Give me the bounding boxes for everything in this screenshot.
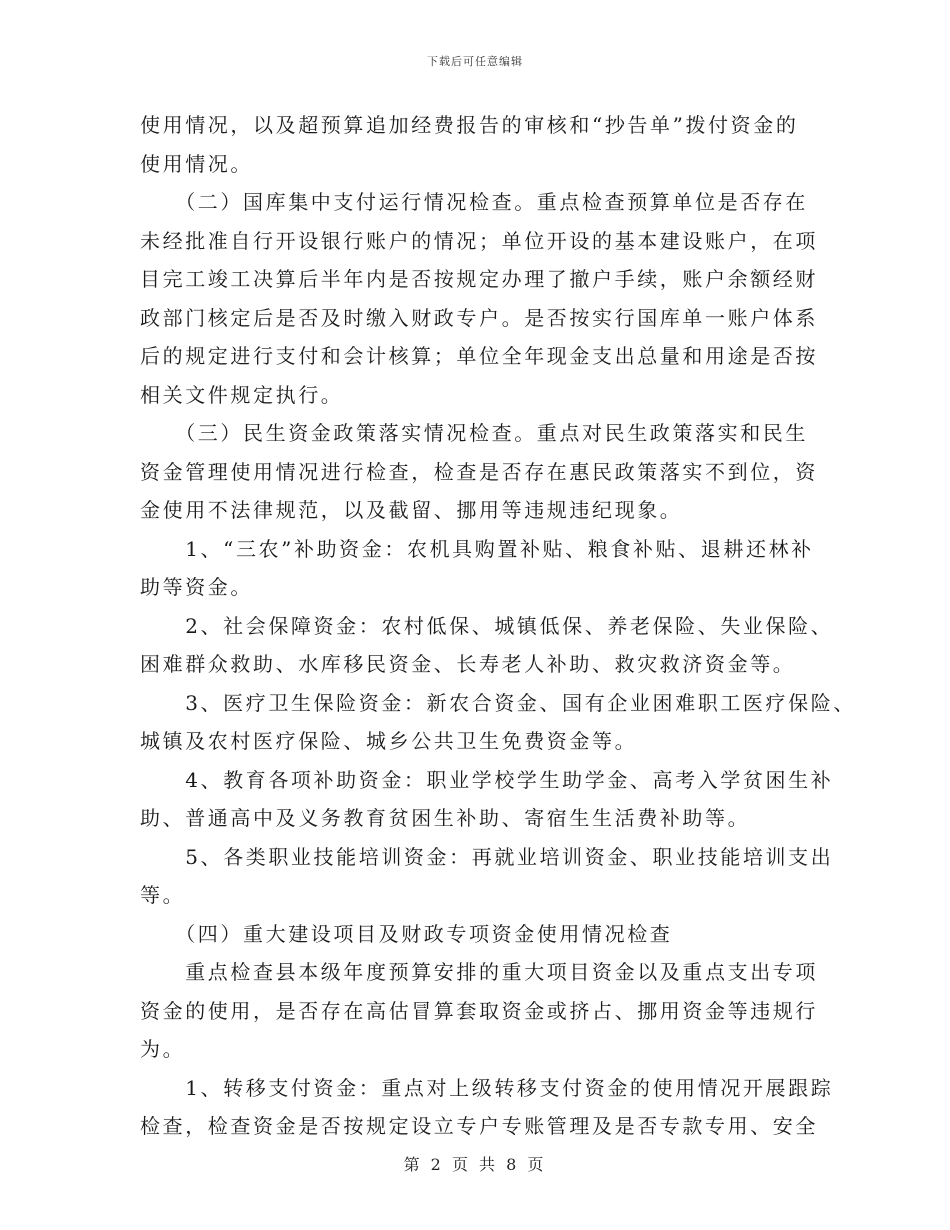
text-line: 助、普通高中及义务教育贫困生补助、寄宿生生活费补助等。 bbox=[140, 806, 751, 830]
text-line: 使用情况。 bbox=[140, 151, 253, 176]
text-line: 相关文件规定执行。 bbox=[140, 382, 344, 407]
text-line: 城镇及农村医疗保险、城乡公共卫生免费资金等。 bbox=[140, 729, 638, 753]
text-line: （三）民生资金政策落实情况检查。重点对民生政策落实和民生 bbox=[140, 421, 808, 445]
text-line: 未经批准自行开设银行账户的情况；单位开设的基本建设账户，在项 bbox=[140, 228, 818, 253]
text-line: 金使用不法律规范，以及截留、挪用等违规违纪现象。 bbox=[140, 498, 683, 522]
page-header-note: 下载后可任意编辑 bbox=[427, 55, 523, 68]
text-line: 助等资金。 bbox=[140, 575, 253, 599]
text-line: 为。 bbox=[140, 1037, 186, 1061]
text-line: （四）重大建设项目及财政专项资金使用情况检查 bbox=[140, 921, 673, 946]
text-line: 1、转移支付资金：重点对上级转移支付资金的使用情况开展跟踪 bbox=[140, 1075, 834, 1100]
text-line: 检查，检查资金是否按规定设立专户专账管理及是否专款专用、安全 bbox=[140, 1114, 818, 1138]
text-line: 资金的使用，是否存在高估冒算套取资金或挤占、挪用资金等违规行 bbox=[140, 998, 818, 1023]
text-line: 使用情况，以及超预算追加经费报告的审核和“抄告单”拨付资金的 bbox=[140, 113, 799, 137]
document-body bbox=[140, 106, 856, 1146]
text-line: 5、各类职业技能培训资金：再就业培训资金、职业技能培训支出 bbox=[140, 844, 834, 869]
text-line: 2、社会保障资金：农村低保、城镇低保、养老保险、失业保险、 bbox=[140, 613, 834, 638]
text-line: 等。 bbox=[140, 883, 186, 907]
text-line: （二）国库集中支付运行情况检查。重点检查预算单位是否存在 bbox=[140, 190, 808, 214]
text-line: 1、“三农”补助资金：农机具购置补贴、粮食补贴、退耕还林补 bbox=[140, 536, 814, 561]
text-line: 困难群众救助、水库移民资金、长寿老人补助、救灾救济资金等。 bbox=[140, 652, 796, 676]
text-line: 目完工竣工决算后半年内是否按规定办理了撤户手续，账户余额经财 bbox=[140, 267, 818, 291]
text-line: 重点检查县本级年度预算安排的重大项目资金以及重点支出专项 bbox=[140, 960, 818, 984]
page-number-footer: 第 2 页 共 8 页 bbox=[403, 1155, 547, 1174]
text-line: 资金管理使用情况进行检查，检查是否存在惠民政策落实不到位，资 bbox=[140, 459, 818, 484]
text-line: 4、教育各项补助资金：职业学校学生助学金、高考入学贫困生补 bbox=[140, 767, 834, 792]
text-line: 后的规定进行支付和会计核算；单位全年现金支出总量和用途是否按 bbox=[140, 344, 818, 368]
text-line: 政部门核定后是否及时缴入财政专户。是否按实行国库单一账户体系 bbox=[140, 305, 818, 330]
text-line: 3、医疗卫生保险资金：新农合资金、国有企业困难职工医疗保险、 bbox=[140, 690, 856, 715]
